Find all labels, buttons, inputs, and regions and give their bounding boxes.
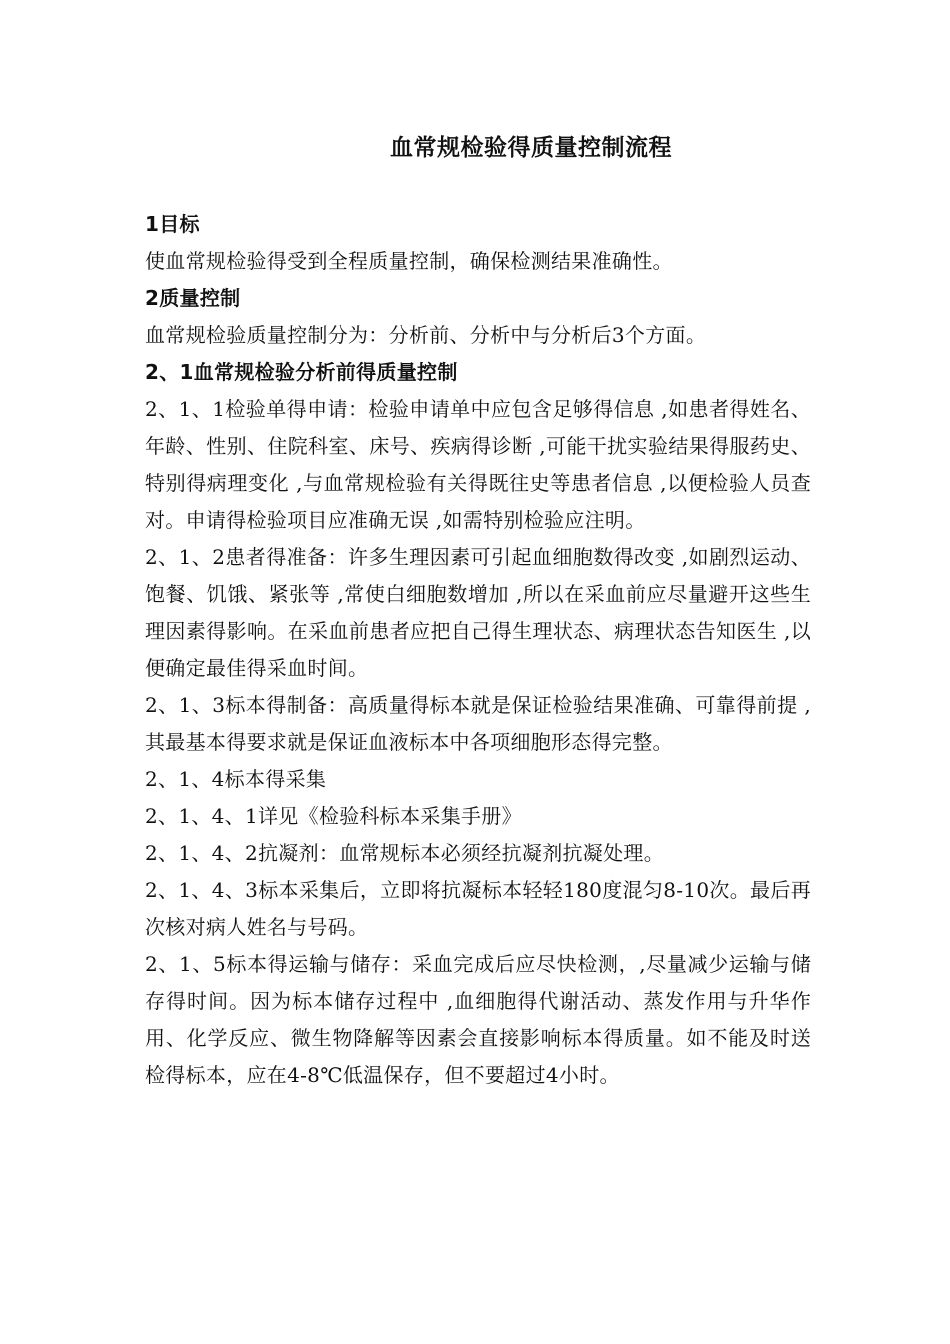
paragraph-quality-control: 血常规检验质量控制分为：分析前、分析中与分析后3个方面。 bbox=[145, 323, 707, 347]
section-heading-goal: 1目标 bbox=[145, 212, 200, 236]
paragraph-goal: 使血常规检验得受到全程质量控制，确保检测结果准确性。 bbox=[145, 249, 673, 273]
paragraph-request-form: 2、1、1检验单得申请：检验申请单中应包含足够得信息 ,如患者得姓名、年龄、性别、住院科室、床号、疾病得诊断 ,可能干扰实验结果得服药史、特别得病理变化 ,与血常规检验有关得既往史等患者信息 ,以便检验人员查对。申请得检验项目应准确无误 ,如需特别检验应注明。 bbox=[145, 397, 811, 532]
document-body bbox=[145, 206, 811, 1094]
paragraph-specimen-preparation: 2、1、3标本得制备：高质量得标本就是保证检验结果准确、可靠得前提 ,其最基本得要求就是保证血液标本中各项细胞形态得完整。 bbox=[145, 693, 811, 754]
section-heading-quality-control: 2质量控制 bbox=[145, 286, 241, 310]
paragraph-mixing: 2、1、4、3标本采集后，立即将抗凝标本轻轻180度混匀8-10次。最后再次核对病人姓名与号码。 bbox=[145, 878, 811, 939]
paragraph-transport-storage: 2、1、5标本得运输与储存：采血完成后应尽快检测，,尽量减少运输与储存得时间。因为标本储存过程中 ,血细胞得代谢活动、蒸发作用与升华作用、化学反应、微生物降解等因素会直接影响标本得质量。如不能及时送检得标本，应在4-8℃低温保存，但不要超过4小时。 bbox=[145, 952, 811, 1087]
subsection-heading-pre-analysis: 2、1血常规检验分析前得质量控制 bbox=[145, 360, 458, 384]
document-title: 血常规检验得质量控制流程 bbox=[390, 135, 672, 161]
paragraph-patient-preparation: 2、1、2患者得准备：许多生理因素可引起血细胞数得改变 ,如剧烈运动、饱餐、饥饿、紧张等 ,常使白细胞数增加 ,所以在采血前应尽量避开这些生理因素得影响。在采血前患者应把自己得生理状态、病理状态告知医生 ,以便确定最佳得采血时间。 bbox=[145, 545, 811, 680]
paragraph-anticoagulant: 2、1、4、2抗凝剂：血常规标本必须经抗凝剂抗凝处理。 bbox=[145, 841, 664, 865]
paragraph-specimen-collection: 2、1、4标本得采集 bbox=[145, 767, 327, 791]
paragraph-collection-manual: 2、1、4、1详见《检验科标本采集手册》 bbox=[145, 804, 522, 828]
